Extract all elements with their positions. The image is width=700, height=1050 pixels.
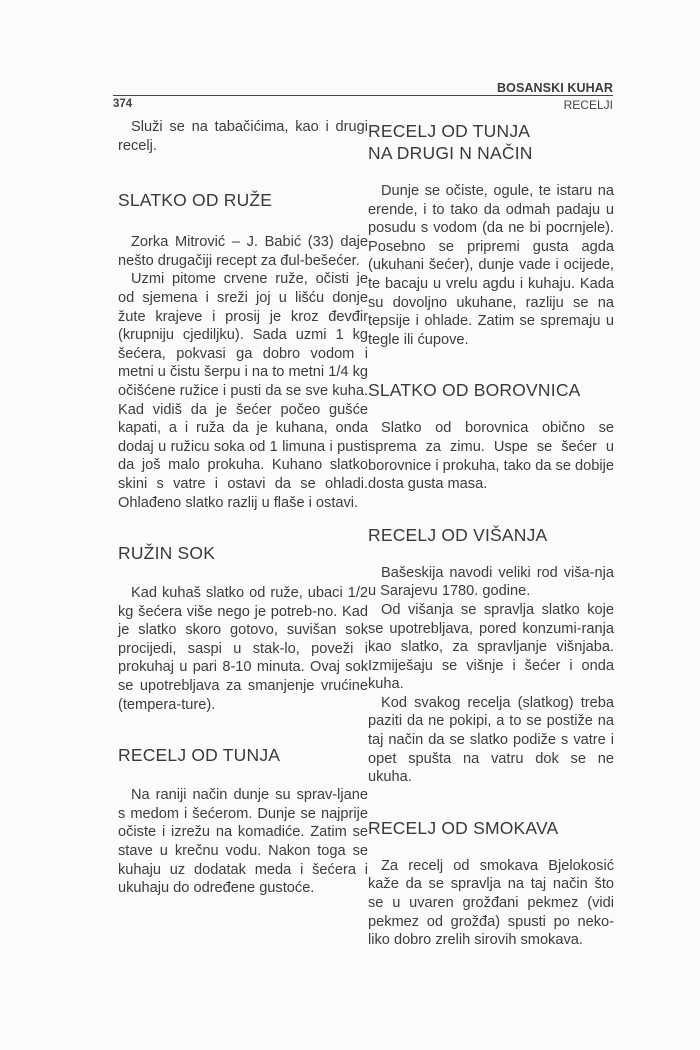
paragraph: Zorka Mitrović – J. Babić (33) daje nešto drugačiji recept za đul-bešećer. xyxy=(118,234,368,269)
chapter-name: RECELJI xyxy=(563,98,613,112)
paragraph: Dunje se očiste, ogule, te istaru na erende, i to tako da odmah padaju u posudu s vodom (da ne bi pocrnjele). Posebno se pripremi gusta agda (ukuhani šećer), dunje vade i ocijede, te bacaju u vrelu agdu i kuhaju. Kada su dovoljno ukuhane, razliju se na tepsije i ohlade. Zatim se spremaju u tegle ili ćupove. xyxy=(368,183,614,348)
section-heading-ruzin-sok: RUŽIN SOK xyxy=(118,543,216,564)
paragraph: Kad kuhaš slatko od ruže, ubaci 1/2 kg šećera više nego je potreb-no. Kad je slatko skoro gotovo, suvišan sok procijedi, saspi u stak-lo, poveži i prokuhaj u pari 8-10 minuta. Ovaj sok se upotrebljava za smanjenje vrućine (tempera-ture). xyxy=(118,585,368,713)
book-title: BOSANSKI KUHAR xyxy=(497,81,613,95)
paragraph: Bašeskija navodi veliki rod viša-nja u Sarajevu 1780. godine. xyxy=(368,564,614,600)
section-heading-recelj-od-tunja-line2: NA DRUGI N NAČIN xyxy=(368,143,533,163)
page-number: 374 xyxy=(113,98,133,110)
paragraph: Od višanja se spravlja slatko koje se upotrebljava, pored konzumi-ranja kao slatko, za spravljanje višnjaba. Izmiješaju se višnje i šećer i onda kuha. xyxy=(368,601,614,693)
paragraph: Za recelj od smokava Bjelokosić kaže da se spravlja na taj način što se u uvaren grožđani pekmez (vidi pekmez od grožđa) spusti po neko-liko dobro zrelih sirovih smokava. xyxy=(368,857,614,949)
paragraph: Na raniji način dunje su sprav-ljane s medom i šećerom. Dunje se najprije očiste i izrežu na komadiće. Zatim se stave u krečnu vodu. Nakon toga se kuhaju uz dodatak meda i šećera i ukuhaju do određene gustoće. xyxy=(118,787,368,897)
right-column xyxy=(368,120,614,950)
paragraph: Uzmi pitome crvene ruže, očisti je od sjemena i sreži joj u lišću donje žute krajeve i prosij je kroz đevđir (krupniju cjediljku). Sada uzmi 1 kg šećera, pokvasi ga dobro vodom i metni u čistu šerpu i na to metni 1/4 kg očišćene ružice i pusti da se sve kuha. Kad vidiš da je šećer počeo gušće kapati, a i ruža da je kuhana, onda dodaj u ružicu soka od 1 limuna i pusti da još malo prokuha. Kuhano slatko skini s vatre i ostavi da se ohladi. Ohlađeno slatko razlij u flaše i ostavi. xyxy=(118,271,368,511)
intro-paragraph: Služi se na tabačićima, kao i drugi recelj. xyxy=(118,119,368,154)
left-column xyxy=(118,118,368,898)
section-heading-slatko-od-ruze: SLATKO OD RUŽE xyxy=(118,190,273,211)
section-heading-slatko-od-borovnica: SLATKO OD BOROVNICA xyxy=(368,380,581,401)
section-heading-recelj-od-smokava: RECELJ OD SMOKAVA xyxy=(368,817,559,838)
paragraph: Kod svakog recelja (slatkog) treba paziti da ne pokipi, a to se postiže na taj način da se slatko podiže s vatre i opet spušta na vatru dok se ne ukuha. xyxy=(368,694,614,786)
header-rule xyxy=(113,95,613,96)
section-heading-recelj-od-visanja: RECELJ OD VIŠANJA xyxy=(368,524,548,545)
paragraph: Slatko od borovnica obično se sprema za zimu. Uspe se šećer u borovnice i prokuha, tako da se dobije dosta gusta masa. xyxy=(368,420,614,493)
section-heading-recelj-od-tunja-line1: RECELJ OD TUNJA xyxy=(368,121,531,141)
section-heading-recelj-od-tunja: RECELJ OD TUNJA xyxy=(118,745,281,766)
